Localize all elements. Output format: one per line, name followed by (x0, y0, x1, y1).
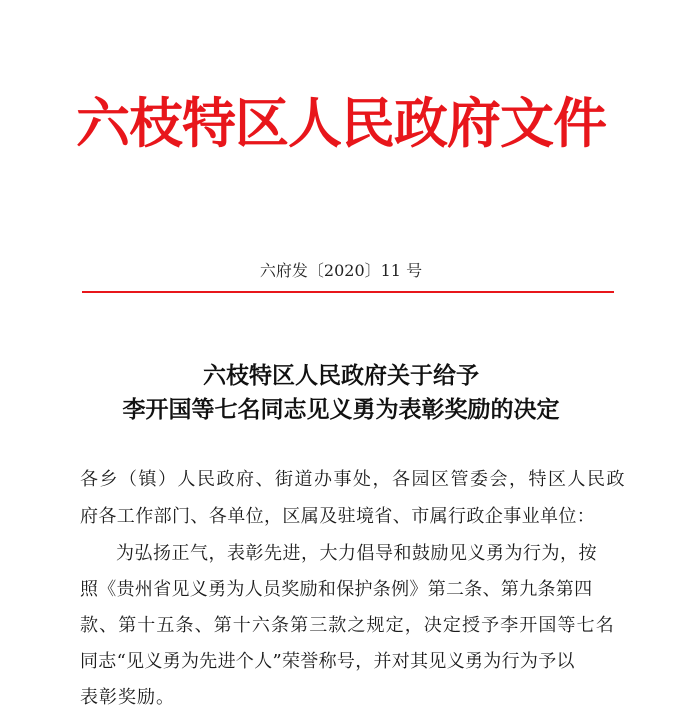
document-title-line-2: 李开国等七名同志见义勇为表彰奖励的决定 (122, 397, 560, 423)
document-header: 六枝特区人民政府文件 (76, 92, 606, 155)
body-text-line: 款、第十五条、第十六条第三款之规定，决定授予李开国等七名 (80, 615, 615, 636)
body-text-line: 表彰奖励。 (80, 687, 175, 708)
document-number: 六府发〔2020〕11 号 (259, 261, 423, 280)
body-text-line: 照《贵州省见义勇为人员奖励和保护条例》第二条、第九条第四 (80, 579, 593, 600)
body-text-line: 府各工作部门、各单位，区属及驻境省、市属行政企事业单位： (80, 506, 596, 527)
body-text-line: 为弘扬正气，表彰先进，大力倡导和鼓励见义勇为行为，按 (116, 543, 597, 564)
body-text-line: 各乡（镇）人民政府、街道办事处，各园区管委会，特区人民政 (80, 469, 626, 490)
document-title-line-1: 六枝特区人民政府关于给予 (203, 363, 479, 389)
red-divider-line (82, 291, 614, 293)
body-text-line: 同志“见义勇为先进个人”荣誉称号，并对其见义勇为行为予以 (80, 651, 575, 672)
